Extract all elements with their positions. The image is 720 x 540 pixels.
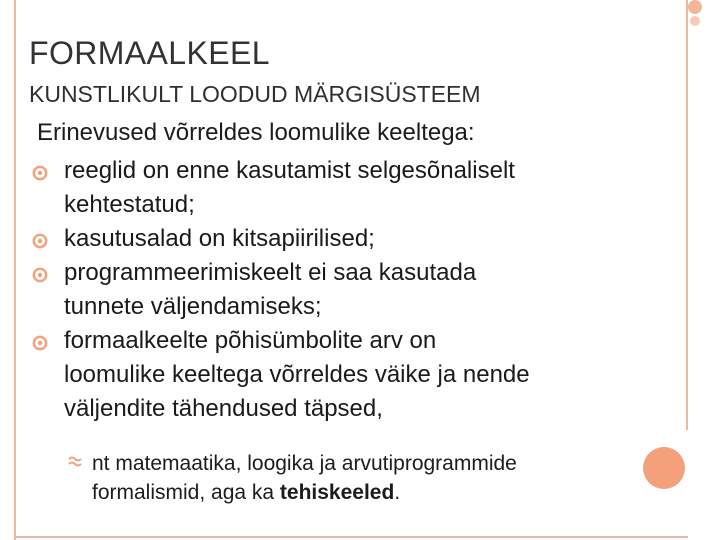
wave-bullet-icon [68,455,86,469]
intro-text: Erinevused võrreldes loomulike keeltega: [37,119,475,146]
list-item [30,154,670,222]
sub-bullet-line-2-prefix: formalismid, aga ka [92,481,280,504]
sub-bullet-line-1: nt matemaatika, loogika ja arvutiprogrammide [92,452,517,475]
bullet-text: reeglid on enne kasutamist selgesõnaliselt kehtestatud; [64,157,515,218]
sub-bullet-line-2 [92,478,628,507]
bullet-list [30,154,670,426]
list-item [30,324,670,426]
right-frame-line [686,0,688,430]
left-frame-line [14,0,16,540]
sun-bullet-icon [32,165,48,181]
bullet-text: formaalkeelte põhisümbolite arv on loomulike keeltega võrreldes väike ja nende väljendite tähendused täpsed, [64,327,530,422]
bottom-frame-line [14,536,688,538]
sun-bullet-icon [32,335,48,351]
bullet-text: kasutusalad on kitsapiirilised; [64,225,375,252]
corner-circle-icon [688,0,702,14]
list-item [30,256,670,324]
bullet-text: programmeerimiskeelt ei saa kasutada tunnete väljendamiseks; [64,259,477,320]
sub-bullet-item [68,449,628,507]
sun-bullet-icon [32,267,48,283]
list-item [30,222,670,256]
sub-bullet-bold-term: tehiskeeled [279,481,395,504]
slide-title: FORMAALKEEL [29,35,270,71]
accent-circle-icon [643,447,685,489]
sun-bullet-icon [32,233,48,249]
corner-small-circle-icon [690,16,700,26]
sub-bullet-line-2-suffix: . [394,481,401,504]
slide-subtitle: KUNSTLIKULT LOODUD MÄRGISÜSTEEM [29,81,481,107]
